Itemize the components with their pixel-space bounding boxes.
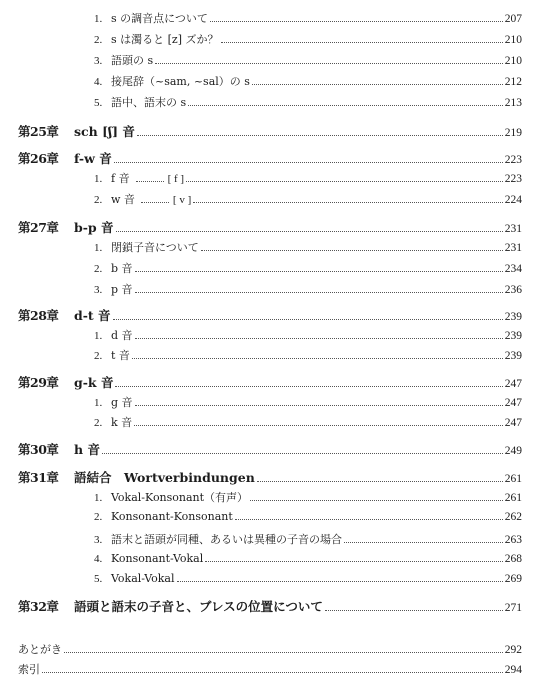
section-title: Vokal-Vokal [111,572,175,585]
toc-section[interactable] [94,170,522,186]
page-number: 247 [504,397,522,409]
toc-chapter-29[interactable] [18,373,522,391]
section-title: g 音 [111,396,133,409]
page-number: 236 [504,284,522,296]
chapter-title: f-w 音 [74,151,112,166]
section-title: b 音 [111,262,133,275]
leader-dots [221,42,503,43]
chapter-number: 第28章 [18,308,59,323]
toc-section[interactable] [94,191,522,207]
toc-afterword[interactable] [18,641,522,657]
leader-dots [42,672,503,673]
section-number: 5. [94,573,103,585]
section-title: 語末と語頭が同種、あるいは異種の子音の場合 [111,533,342,546]
leader-dots [114,162,503,163]
page-number: 268 [504,553,522,565]
toc-section[interactable] [94,510,522,523]
section-number: 2. [94,34,103,46]
section-title: s の調音点について [111,12,208,25]
section-number: 1. [94,330,103,342]
chapter-title: sch [ʃ] 音 [74,124,135,139]
chapter-number: 第26章 [18,151,59,166]
page-number: 294 [504,664,522,676]
toc-chapter-31[interactable] [18,468,522,486]
toc-section[interactable] [94,260,522,276]
page-number: 247 [504,378,522,390]
toc-section[interactable] [94,327,522,343]
page-number: 231 [504,223,522,235]
toc-chapter-27[interactable] [18,218,522,236]
toc-section[interactable] [94,489,522,505]
toc-section[interactable] [94,73,522,89]
section-number: 1. [94,13,103,25]
page-number: 239 [504,311,522,323]
chapter-number: 第31章 [18,470,59,485]
leader-dots [250,500,503,501]
toc-section[interactable] [94,552,522,565]
leader-dots [135,292,503,293]
toc-section[interactable] [94,531,522,547]
section-number: 2. [94,350,103,362]
toc-section[interactable] [94,414,522,430]
leader-dots [134,425,503,426]
entry-title: 索引 [18,663,40,676]
page-number: 262 [504,511,522,523]
section-number: 2. [94,263,103,275]
leader-dots [136,181,164,182]
toc-chapter-30[interactable] [18,440,522,458]
page-number: 223 [504,173,522,185]
leader-dots [235,519,503,520]
page-number: 223 [504,154,522,166]
section-title: w 音 [111,193,135,206]
chapter-number: 第29章 [18,375,59,390]
toc-section[interactable] [94,10,522,26]
section-title: 語頭の s [111,54,154,67]
page-number: 263 [504,534,522,546]
toc-index[interactable] [18,661,522,677]
leader-dots [135,271,503,272]
ipa-symbol: [ f ] [167,173,185,185]
leader-dots [113,319,503,320]
chapter-number: 第30章 [18,442,59,457]
page-number: 269 [504,573,522,585]
section-number: 1. [94,397,103,409]
chapter-number: 第27章 [18,220,59,235]
leader-dots [177,581,503,582]
leader-dots [64,652,503,653]
leader-dots [102,453,503,454]
page-number: 249 [504,445,522,457]
entry-title: あとがき [18,643,62,656]
toc-section[interactable] [94,31,522,47]
page-number: 261 [504,473,522,485]
leader-dots [210,21,503,22]
toc-chapter-28[interactable] [18,306,522,324]
page-number: 261 [504,492,522,504]
toc-section[interactable] [94,281,522,297]
leader-dots [188,105,503,106]
section-number: 2. [94,194,103,206]
page-number: 234 [504,263,522,275]
leader-dots [141,202,169,203]
section-title: f 音 [111,172,130,185]
leader-dots [137,135,503,136]
leader-dots [325,610,503,611]
toc-chapter-25[interactable] [18,122,522,140]
leader-dots [135,338,503,339]
toc-section[interactable] [94,347,522,363]
page-number: 210 [504,34,522,46]
chapter-title: 語結合 Wortverbindungen [74,470,255,485]
leader-dots [252,84,503,85]
page-number: 231 [504,242,522,254]
section-number: 4. [94,553,103,565]
section-title: p 音 [111,283,133,296]
toc-section[interactable] [94,239,522,255]
chapter-title: g-k 音 [74,375,114,390]
toc-chapter-32[interactable] [18,597,522,615]
leader-dots [186,181,503,182]
section-title: 語中、語末の s [111,96,187,109]
chapter-title: h 音 [74,442,100,457]
section-number: 3. [94,284,103,296]
chapter-title: b-p 音 [74,220,114,235]
chapter-number: 第25章 [18,124,59,139]
ipa-symbol: [ v ] [172,194,192,206]
section-title: Vokal-Konsonant（有声） [111,491,249,504]
section-number: 1. [94,173,103,185]
chapter-number: 第32章 [18,599,59,614]
toc-section[interactable] [94,94,522,110]
page-number: 224 [504,194,522,206]
leader-dots [344,542,503,543]
page-number: 207 [504,13,522,25]
page-number: 247 [504,417,522,429]
section-number: 3. [94,55,103,67]
page-number: 292 [504,644,522,656]
section-number: 2. [94,417,103,429]
chapter-title: 語頭と語末の子音と、ブレスの位置について [74,599,323,614]
leader-dots [116,231,503,232]
section-number: 2. [94,511,103,523]
leader-dots [201,250,503,251]
section-title: Konsonant-Konsonant [111,510,233,523]
section-number: 4. [94,76,103,88]
section-title: k 音 [111,416,133,429]
section-title: Konsonant-Vokal [111,552,204,565]
chapter-title: d-t 音 [74,308,111,323]
page-number: 213 [504,97,522,109]
leader-dots [205,561,502,562]
section-number: 1. [94,492,103,504]
section-title: t 音 [111,349,130,362]
leader-dots [135,405,503,406]
leader-dots [155,63,503,64]
section-number: 3. [94,534,103,546]
page-number: 210 [504,55,522,67]
page-number: 271 [504,602,522,614]
section-title: d 音 [111,329,133,342]
leader-dots [115,386,502,387]
toc-section[interactable] [94,394,522,410]
section-title: s は濁ると [z] ズか？ [111,33,219,46]
section-number: 5. [94,97,103,109]
section-title: 閉鎖子音について [111,241,199,254]
section-title: 接尾辞（~sam, ~sal）の s [111,75,250,88]
page-number: 239 [504,330,522,342]
toc-chapter-26[interactable] [18,149,522,167]
toc-section[interactable] [94,52,522,68]
page-number: 212 [504,76,522,88]
leader-dots [193,202,503,203]
section-number: 1. [94,242,103,254]
page-number: 239 [504,350,522,362]
page-number: 219 [504,127,522,139]
toc-section[interactable] [94,572,522,585]
leader-dots [132,358,503,359]
leader-dots [257,481,503,482]
